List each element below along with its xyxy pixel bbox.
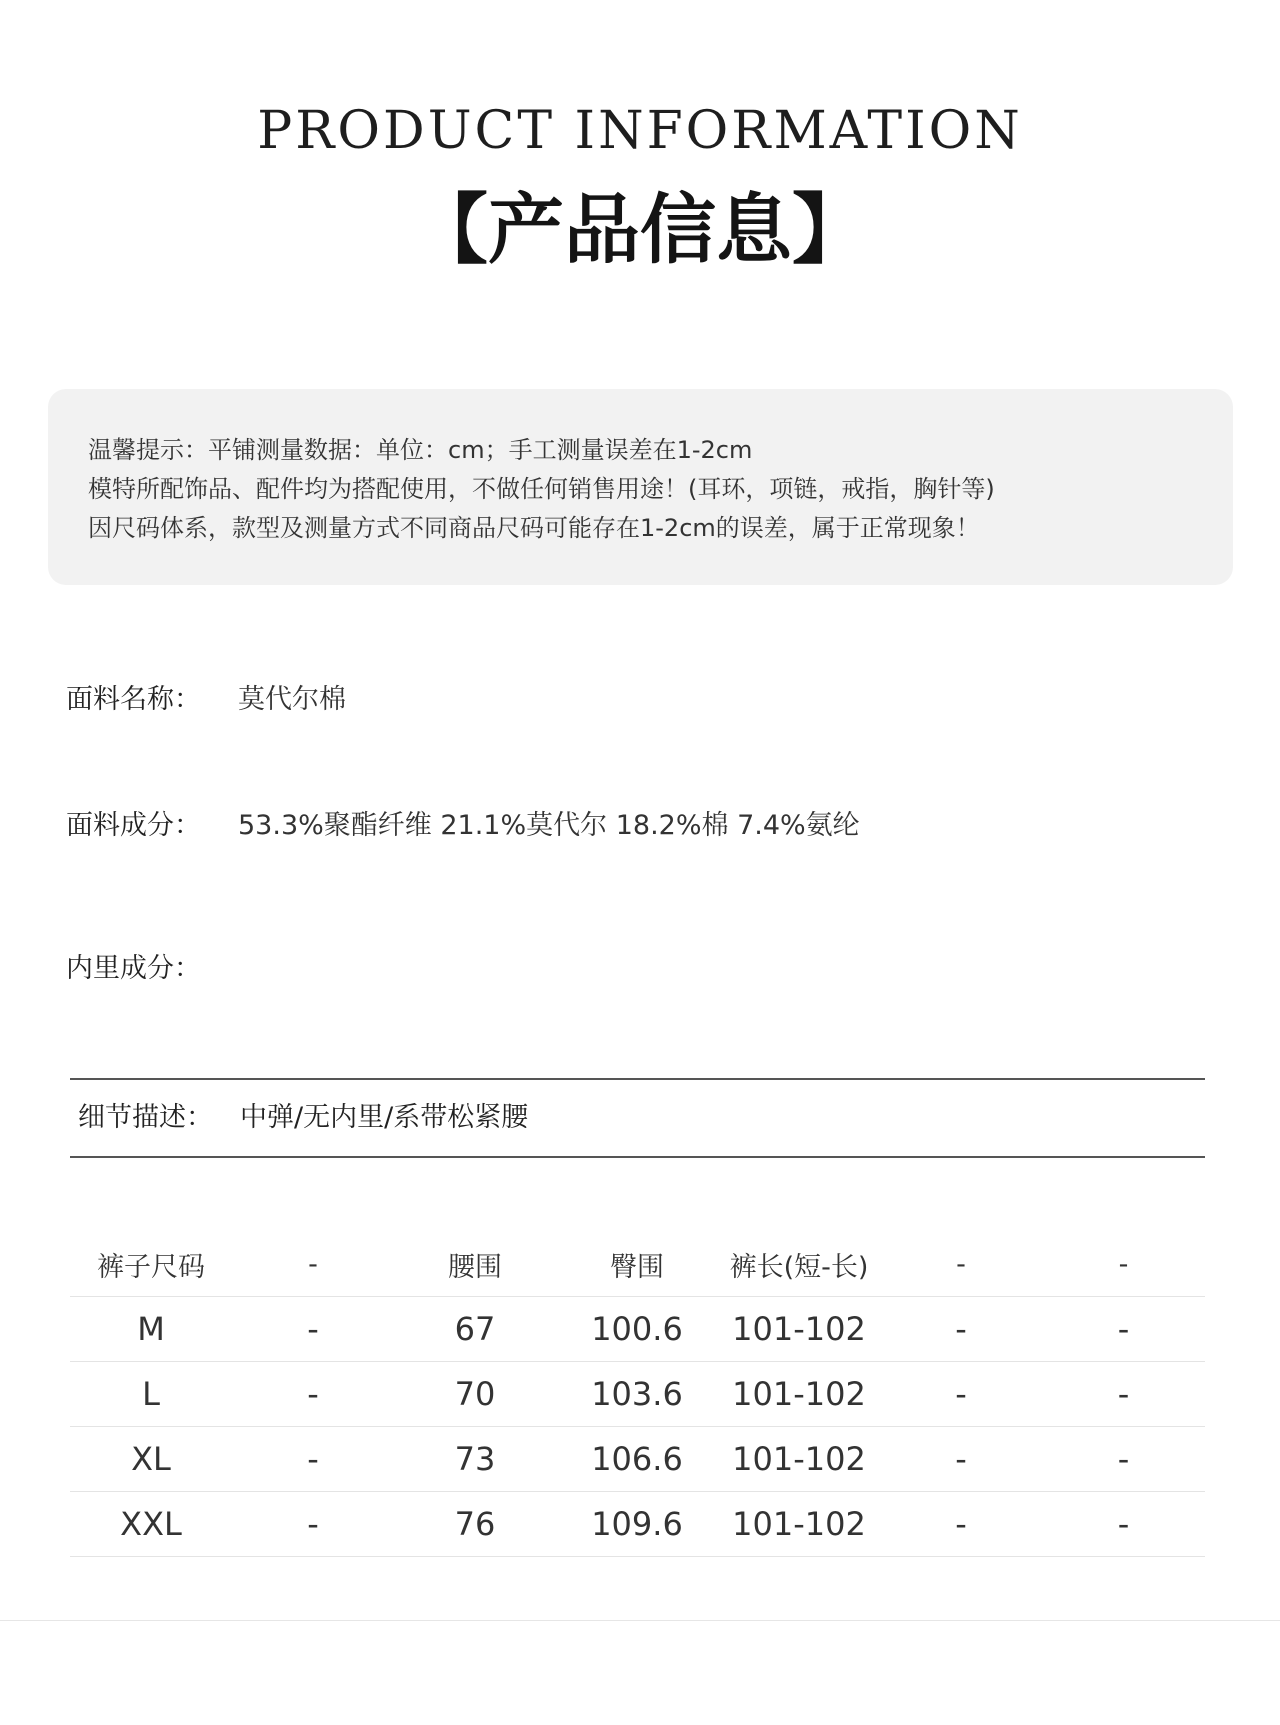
header-size: 裤子尺码 [70, 1232, 232, 1297]
cell-dash: - [1042, 1297, 1205, 1362]
title-english: PRODUCT INFORMATION [257, 101, 1023, 161]
bottom-divider [0, 1620, 1280, 1621]
cell-dash: - [232, 1362, 394, 1427]
cell-dash: - [1042, 1362, 1205, 1427]
detail-label: 细节描述： [78, 1102, 213, 1133]
cell-waist: 70 [394, 1362, 556, 1427]
notice-line-size-error: 因尺码体系，款型及测量方式不同商品尺码可能存在1-2cm的误差，属于正常现象！ [88, 514, 980, 542]
cell-dash: - [880, 1362, 1042, 1427]
notice-line-unit: 温馨提示：平铺测量数据：单位：cm；手工测量误差在1-2cm [88, 436, 753, 464]
cell-waist: 67 [394, 1297, 556, 1362]
cell-dash: - [1042, 1427, 1205, 1492]
detail-value: 中弹/无内里/系带松紧腰 [240, 1102, 529, 1133]
cell-dash: - [232, 1492, 394, 1557]
cell-hip: 100.6 [556, 1297, 718, 1362]
cell-dash: - [880, 1297, 1042, 1362]
header-waist: 腰围 [394, 1232, 556, 1297]
cell-length: 101-102 [718, 1297, 880, 1362]
notice-box [48, 389, 1233, 585]
cell-size: XXL [70, 1492, 232, 1557]
cell-size: XL [70, 1427, 232, 1492]
lining-row [66, 951, 238, 987]
cell-dash: - [880, 1492, 1042, 1557]
header-dash-2: - [880, 1232, 1042, 1297]
cell-hip: 109.6 [556, 1492, 718, 1557]
cell-waist: 73 [394, 1427, 556, 1492]
header-hip: 臀围 [556, 1232, 718, 1297]
size-table-header [70, 1232, 1205, 1297]
fabric-composition-row [66, 808, 860, 844]
cell-dash: - [232, 1427, 394, 1492]
lining-label: 内里成分： [66, 953, 201, 984]
cell-size: M [70, 1297, 232, 1362]
detail-description [70, 1078, 1205, 1158]
cell-hip: 106.6 [556, 1427, 718, 1492]
table-row [70, 1492, 1205, 1557]
fabric-name-value: 莫代尔棉 [238, 684, 346, 715]
size-table [70, 1232, 1205, 1557]
cell-length: 101-102 [718, 1362, 880, 1427]
cell-size: L [70, 1362, 232, 1427]
notice-line-accessories: 模特所配饰品、配件均为搭配使用，不做任何销售用途！(耳环，项链，戒指，胸针等) [88, 475, 995, 503]
fabric-composition-label: 面料成分： [66, 810, 201, 841]
header-dash-3: - [1042, 1232, 1205, 1297]
table-row [70, 1427, 1205, 1492]
cell-dash: - [232, 1297, 394, 1362]
cell-length: 101-102 [718, 1427, 880, 1492]
header-dash-1: - [232, 1232, 394, 1297]
fabric-name-label: 面料名称： [66, 684, 201, 715]
cell-length: 101-102 [718, 1492, 880, 1557]
cell-dash: - [880, 1427, 1042, 1492]
cell-hip: 103.6 [556, 1362, 718, 1427]
cell-dash: - [1042, 1492, 1205, 1557]
table-row [70, 1297, 1205, 1362]
title-chinese: 【产品信息】 [412, 185, 868, 274]
fabric-name-row [66, 682, 346, 718]
fabric-composition-value: 53.3%聚酯纤维 21.1%莫代尔 18.2%棉 7.4%氨纶 [238, 810, 860, 841]
table-row [70, 1362, 1205, 1427]
cell-waist: 76 [394, 1492, 556, 1557]
header-length: 裤长(短-长) [718, 1232, 880, 1297]
